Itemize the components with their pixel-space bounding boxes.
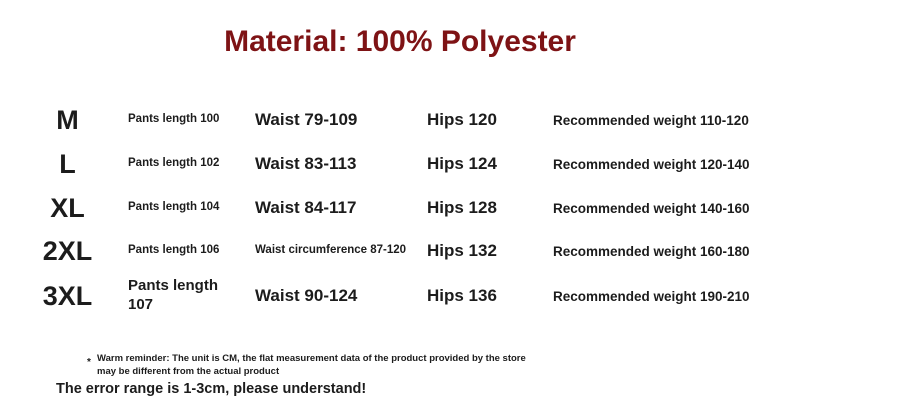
recommended-weight: Recommended weight 110-120 [553, 112, 749, 128]
error-range-text: The error range is 1-3cm, please understand! [56, 381, 367, 397]
pants-length-value: Pants length 104 [128, 201, 220, 214]
hips-value: Hips 136 [427, 286, 497, 305]
hips-value: Hips 120 [427, 110, 497, 129]
recommended-weight: Recommended weight 120-140 [553, 156, 750, 172]
asterisk-mark: * [87, 357, 91, 368]
hips-value: Hips 128 [427, 198, 497, 217]
warm-reminder-text: Warm reminder: The unit is CM, the flat measurement data of the product provided by the store may be different from the actual product [97, 353, 526, 378]
pants-length-value: Pants length 102 [128, 157, 220, 170]
table-row-xl [0, 186, 922, 230]
pants-length-value: Pants length 106 [128, 244, 220, 257]
waist-value: Waist circumference 87-120 [255, 244, 407, 257]
size-label: L [59, 148, 76, 179]
size-label: 2XL [42, 235, 93, 266]
pants-length-value: Pants length 107 [128, 277, 219, 313]
material-title: Material: 100% Polyester [224, 25, 576, 58]
hips-value: Hips 124 [427, 154, 497, 173]
recommended-weight: Recommended weight 140-160 [553, 200, 750, 216]
waist-value: Waist 83-113 [255, 154, 357, 173]
pants-length-value: Pants length 100 [128, 113, 220, 126]
recommended-weight: Recommended weight 190-210 [553, 288, 750, 304]
waist-value: Waist 84-117 [255, 198, 357, 217]
hips-value: Hips 132 [427, 241, 497, 260]
table-row-2xl [0, 229, 922, 273]
size-label: 3XL [42, 280, 93, 311]
size-label: M [56, 104, 79, 135]
size-label: XL [50, 192, 85, 223]
recommended-weight: Recommended weight 160-180 [553, 243, 750, 259]
waist-value: Waist 90-124 [255, 286, 358, 305]
table-row-l [0, 142, 922, 186]
waist-value: Waist 79-109 [255, 110, 358, 129]
table-row-m [0, 98, 922, 142]
table-row-3xl [0, 271, 922, 321]
